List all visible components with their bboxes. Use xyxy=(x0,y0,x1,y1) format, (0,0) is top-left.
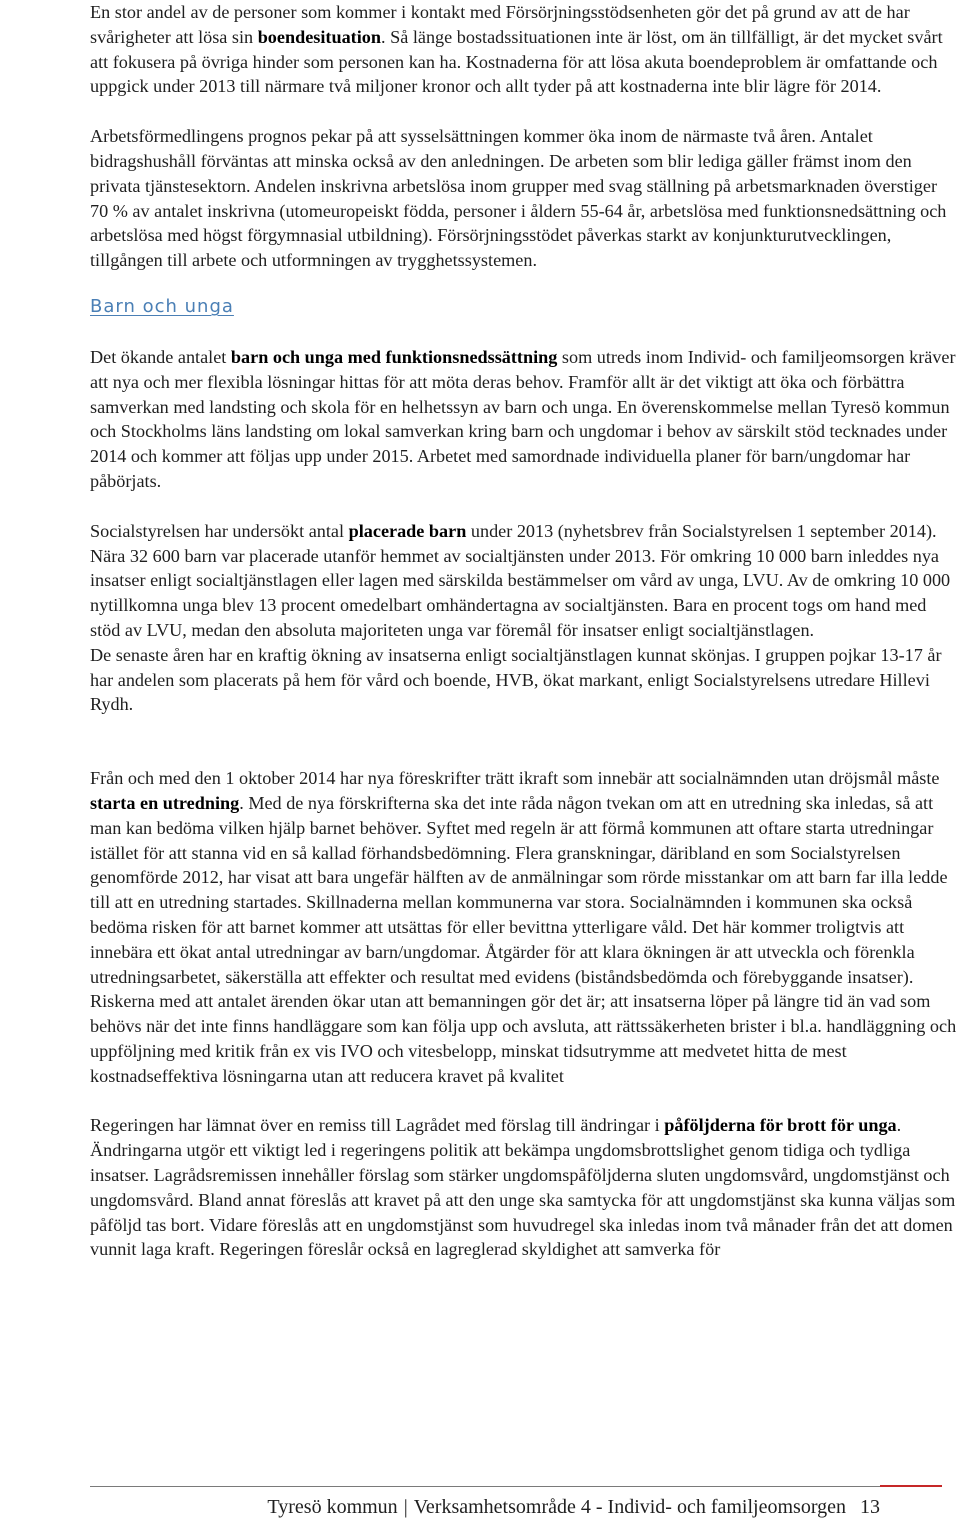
text: Det ökande antalet xyxy=(90,346,231,367)
paragraph-funktionsnedsattning xyxy=(90,345,958,494)
text: Regeringen har lämnat över en remiss till Lagrådet med förslag till ändringar i xyxy=(90,1115,665,1136)
footer-accent-line xyxy=(880,1485,942,1487)
bold-term: starta en utredning xyxy=(90,792,240,813)
text: De senaste åren har en kraftig ökning av insatserna enligt socialtjänstlagen kunnat skönjas. I gruppen pojkar 13-17 år har andelen som placerats på hem för vård och boende, HVB, ökat markant, enligt Socialstyrelsens utredare Hillevi Rydh. xyxy=(90,644,942,715)
paragraph-pafoljder xyxy=(90,1113,958,1262)
bold-term: boendesituation xyxy=(257,26,381,47)
text: Från och med den 1 oktober 2014 har nya föreskrifter trätt ikraft som innebär att socialnämnden utan dröjsmål måste xyxy=(90,768,940,789)
paragraph-arbetsmarknad xyxy=(90,124,958,273)
text: under 2013 (nyhetsbrev från Socialstyrelsen 1 september 2014). Nära 32 600 barn var placerade utanför hemmet av socialtjänsten under 2013. För omkring 10 000 barn inleddes nya insatser enligt socialtjänstlagen eller lagen med särskilda bestämmelser om vård av unga, LVU. Av de omkring 10 000 nytillkomna unga blev 13 procent omedelbart omhändertagna av socialtjänsten. Bara en procent togs om hand med stöd av LVU, medan den absoluta majoriteten unga var föremål för insatser enligt socialtjänstlagen. xyxy=(90,520,951,640)
text: Socialstyrelsen har undersökt antal xyxy=(90,520,349,541)
footer-divider xyxy=(90,1486,942,1487)
section-heading: Barn och unga xyxy=(90,295,234,317)
text: En stor andel av de personer som kommer i kontakt med Försörjningsstödsenheten gör det på grund av att de har svårigheter att lösa sin xyxy=(90,2,910,47)
paragraph-placerade-barn xyxy=(90,519,958,717)
bold-term: påföljderna för brott för unga xyxy=(664,1115,897,1136)
text: som utreds inom Individ- och familjeomsorgen kräver att nya och mer flexibla lösningar hittas för att möta deras behov. Framför allt är det viktigt att öka och förbättra samverkan med landsting och skola för en helhetssyn av barn och unga. En överenskommelse mellan Tyresö kommun och Stockholms läns landsting om lokal samverkan kring barn och ungdomar i behov av särskilt stöd tecknades under 2014 och kommer att följas upp under 2015. Arbetet med samordnade individuella planer för barn/ungdomar har påbörjats. xyxy=(90,346,956,491)
footer-area: Verksamhetsområde 4 - Individ- och familjeomsorgen xyxy=(413,1496,846,1518)
paragraph-boendesituation xyxy=(90,0,958,99)
bold-term: placerade barn xyxy=(348,520,467,541)
text: Arbetsförmedlingens prognos pekar på att sysselsättningen kommer öka inom de närmaste två åren. Antalet bidragshushåll förväntas att minska också av den anledningen. De arbeten som blir lediga gäller främst inom den privata tjänstesektorn. Andelen inskrivna arbetslösa inom grupper med svag ställning på arbetsmarknaden överstiger 70 % av antalet inskrivna (utomeuropeiskt födda, personer i åldern 55-64 år, arbetslösa med funktionsnedsättning och arbetslösa med högst förgymnasial utbildning). Försörjningsstödet påverkas starkt av konjunkturutvecklingen, tillgången till arbete och utformningen av trygghetssystemen. xyxy=(90,126,947,271)
bold-term: barn och unga med funktionsnedssättning xyxy=(230,346,558,367)
page-number: 13 xyxy=(860,1496,880,1518)
text: . Ändringarna utgör ett viktigt led i regeringens politik att bekämpa ungdomsbrottslighet genom tidiga och tydliga insatser. Lagrådsremissen innehåller förslag som stärker ungdomspåföljderna sluten ungdomsvård, ungdomstjänst och ungdomsvård. Bland annat föreslås att kravet på att den unge ska samtycka för att ungdomstjänst ska kunna väljas som påföljd tas bort. Vidare föreslås att en ungdomstjänst som huvudregel ska inledas inom två månader från det att domen vunnit laga kraft. Regeringen föreslår också en lagreglerad skyldighet att samverka för xyxy=(90,1115,956,1260)
footer-organization: Tyresö kommun xyxy=(267,1496,398,1518)
document-body xyxy=(90,0,958,1262)
text: . Så länge bostadssituationen inte är löst, om än tillfälligt, är det mycket svårt att fokusera på övriga hinder som personen kan ha. Kostnaderna för att lösa akuta boendeproblem är omfattande och uppgick under 2013 till närmare två miljoner kronor och allt tyder på att kostnaderna inte blir lägre för 2014. xyxy=(90,26,943,97)
footer-separator: | xyxy=(403,1496,408,1518)
paragraph-utredning xyxy=(90,766,958,1088)
page-footer xyxy=(267,1496,880,1519)
text: . Med de nya förskrifterna ska det inte råda någon tvekan om att en utredning ska inledas, så att man kan bedöma vilken hjälp barnet behöver. Syftet med regeln är att förmå kommunen att oftare starta utredningar istället för att stanna vid en så kallad förhandsbedömning. Flera granskningar, däribland en som Socialstyrelsen genomförde 2012, har visat att bara ungefär hälften av de anmälningar som rörde misstankar om att barn far illa ledde till att en utredning startades. Skillnaderna mellan kommunerna var stora. Socialnämnden i kommunen ska också bedöma risken för att barnet kommer att utsättas för eller bevittna ytterligare våld. Det här kommer troligtvis att innebära ett ökat antal utredningar av barn/ungdomar. Åtgärder för att klara ökningen är att utveckla och förenkla utredningsarbetet, säkerställa att effekter och resultat med evidens (biståndsbedömda och förebyggande insatser). Riskerna med att antalet ärenden ökar utan att bemanningen gör det är; att insatserna löper på längre tid än vad som behövs när det inte finns handläggare som kan följa upp och avsluta, att rättssäkerheten brister i bl.a. handläggning och uppföljning med kritik från ex vis IVO och vitesbelopp, minskat tidsutrymme att medvetet hitta de mest kostnadseffektiva lösningarna utan att reducera kravet på kvalitet xyxy=(90,792,957,1086)
